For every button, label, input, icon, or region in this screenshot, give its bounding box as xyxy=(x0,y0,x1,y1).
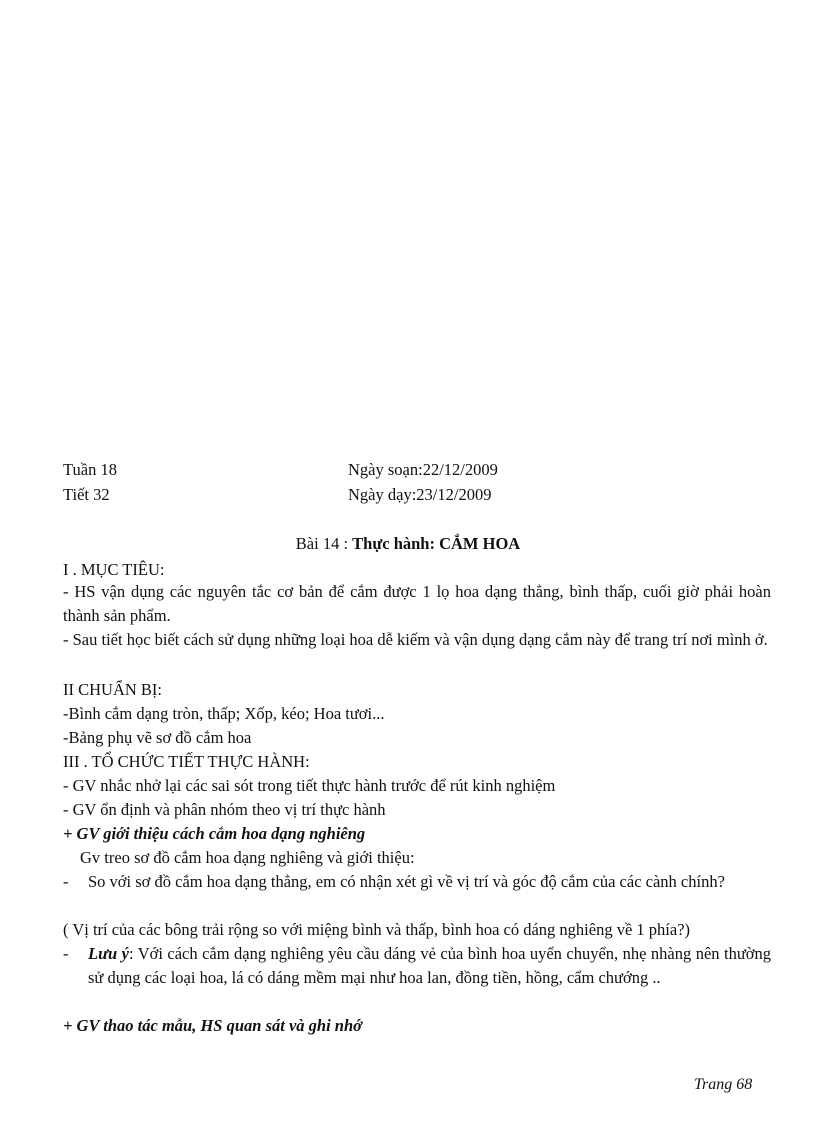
objective-1: - HS vận dụng các nguyên tắc cơ bản để cắm được 1 lọ hoa dạng thẳng, bình thấp, cuối giờ phải hoàn thành sản phẩm. xyxy=(63,582,771,625)
note-paragraph xyxy=(88,942,771,990)
lesson-title-main: Thực hành: CẮM HOA xyxy=(352,534,521,553)
date-taught: Ngày dạy:23/12/2009 xyxy=(348,485,492,504)
preparation-heading: II CHUẨN BỊ: xyxy=(63,680,162,699)
answer-text: ( Vị trí của các bông trải rộng so với miệng bình và thấp, bình hoa có dáng nghiêng về 1 phía?) xyxy=(63,920,691,939)
question-dash: - xyxy=(63,872,69,891)
preparation-item-2: -Bảng phụ vẽ sơ đồ cắm hoa xyxy=(63,728,252,747)
objectives-heading: I . MỤC TIÊU: xyxy=(63,560,165,579)
question-text: So với sơ đồ cắm hoa dạng thẳng, em có nhận xét gì về vị trí và góc độ cắm của các cành chính? xyxy=(88,872,725,891)
note-label: Lưu ý xyxy=(88,944,129,963)
note-dash: - xyxy=(63,944,69,963)
date-prepared: Ngày soạn:22/12/2009 xyxy=(348,460,498,479)
intro-line: Gv treo sơ đồ cắm hoa dạng nghiêng và giới thiệu: xyxy=(80,848,415,867)
objective-2: - Sau tiết học biết cách sử dụng những loại hoa dễ kiếm và vận dụng dạng cắm này để trang trí nơi mình ở. xyxy=(63,630,768,649)
page-number: Trang 68 xyxy=(694,1076,753,1093)
note-text: : Với cách cắm dạng nghiêng yêu cầu dáng vẻ của bình hoa uyển chuyển, nhẹ nhàng nên thường sử dụng các loại hoa, lá có dáng mềm mại như hoa lan, đồng tiền, hồng, cẩm chướng .. xyxy=(88,944,772,987)
week-label: Tuần 18 xyxy=(63,460,117,479)
period-label: Tiết 32 xyxy=(63,485,110,504)
organization-item-2: - GV ổn định và phân nhóm theo vị trí thực hành xyxy=(63,800,386,819)
organization-item-1: - GV nhắc nhở lại các sai sót trong tiết thực hành trước để rút kinh nghiệm xyxy=(63,776,556,795)
preparation-item-1: -Bình cắm dạng tròn, thấp; Xốp, kéo; Hoa tươi... xyxy=(63,704,385,723)
lesson-title-prefix: Bài 14 : xyxy=(295,534,353,553)
organization-heading: III . TỔ CHỨC TIẾT THỰC HÀNH: xyxy=(63,752,310,771)
intro-heading: + GV giới thiệu cách cắm hoa dạng nghiêng xyxy=(63,824,366,843)
lesson-title xyxy=(0,534,816,554)
demo-heading: + GV thao tác mẫu, HS quan sát và ghi nhớ xyxy=(63,1016,362,1035)
